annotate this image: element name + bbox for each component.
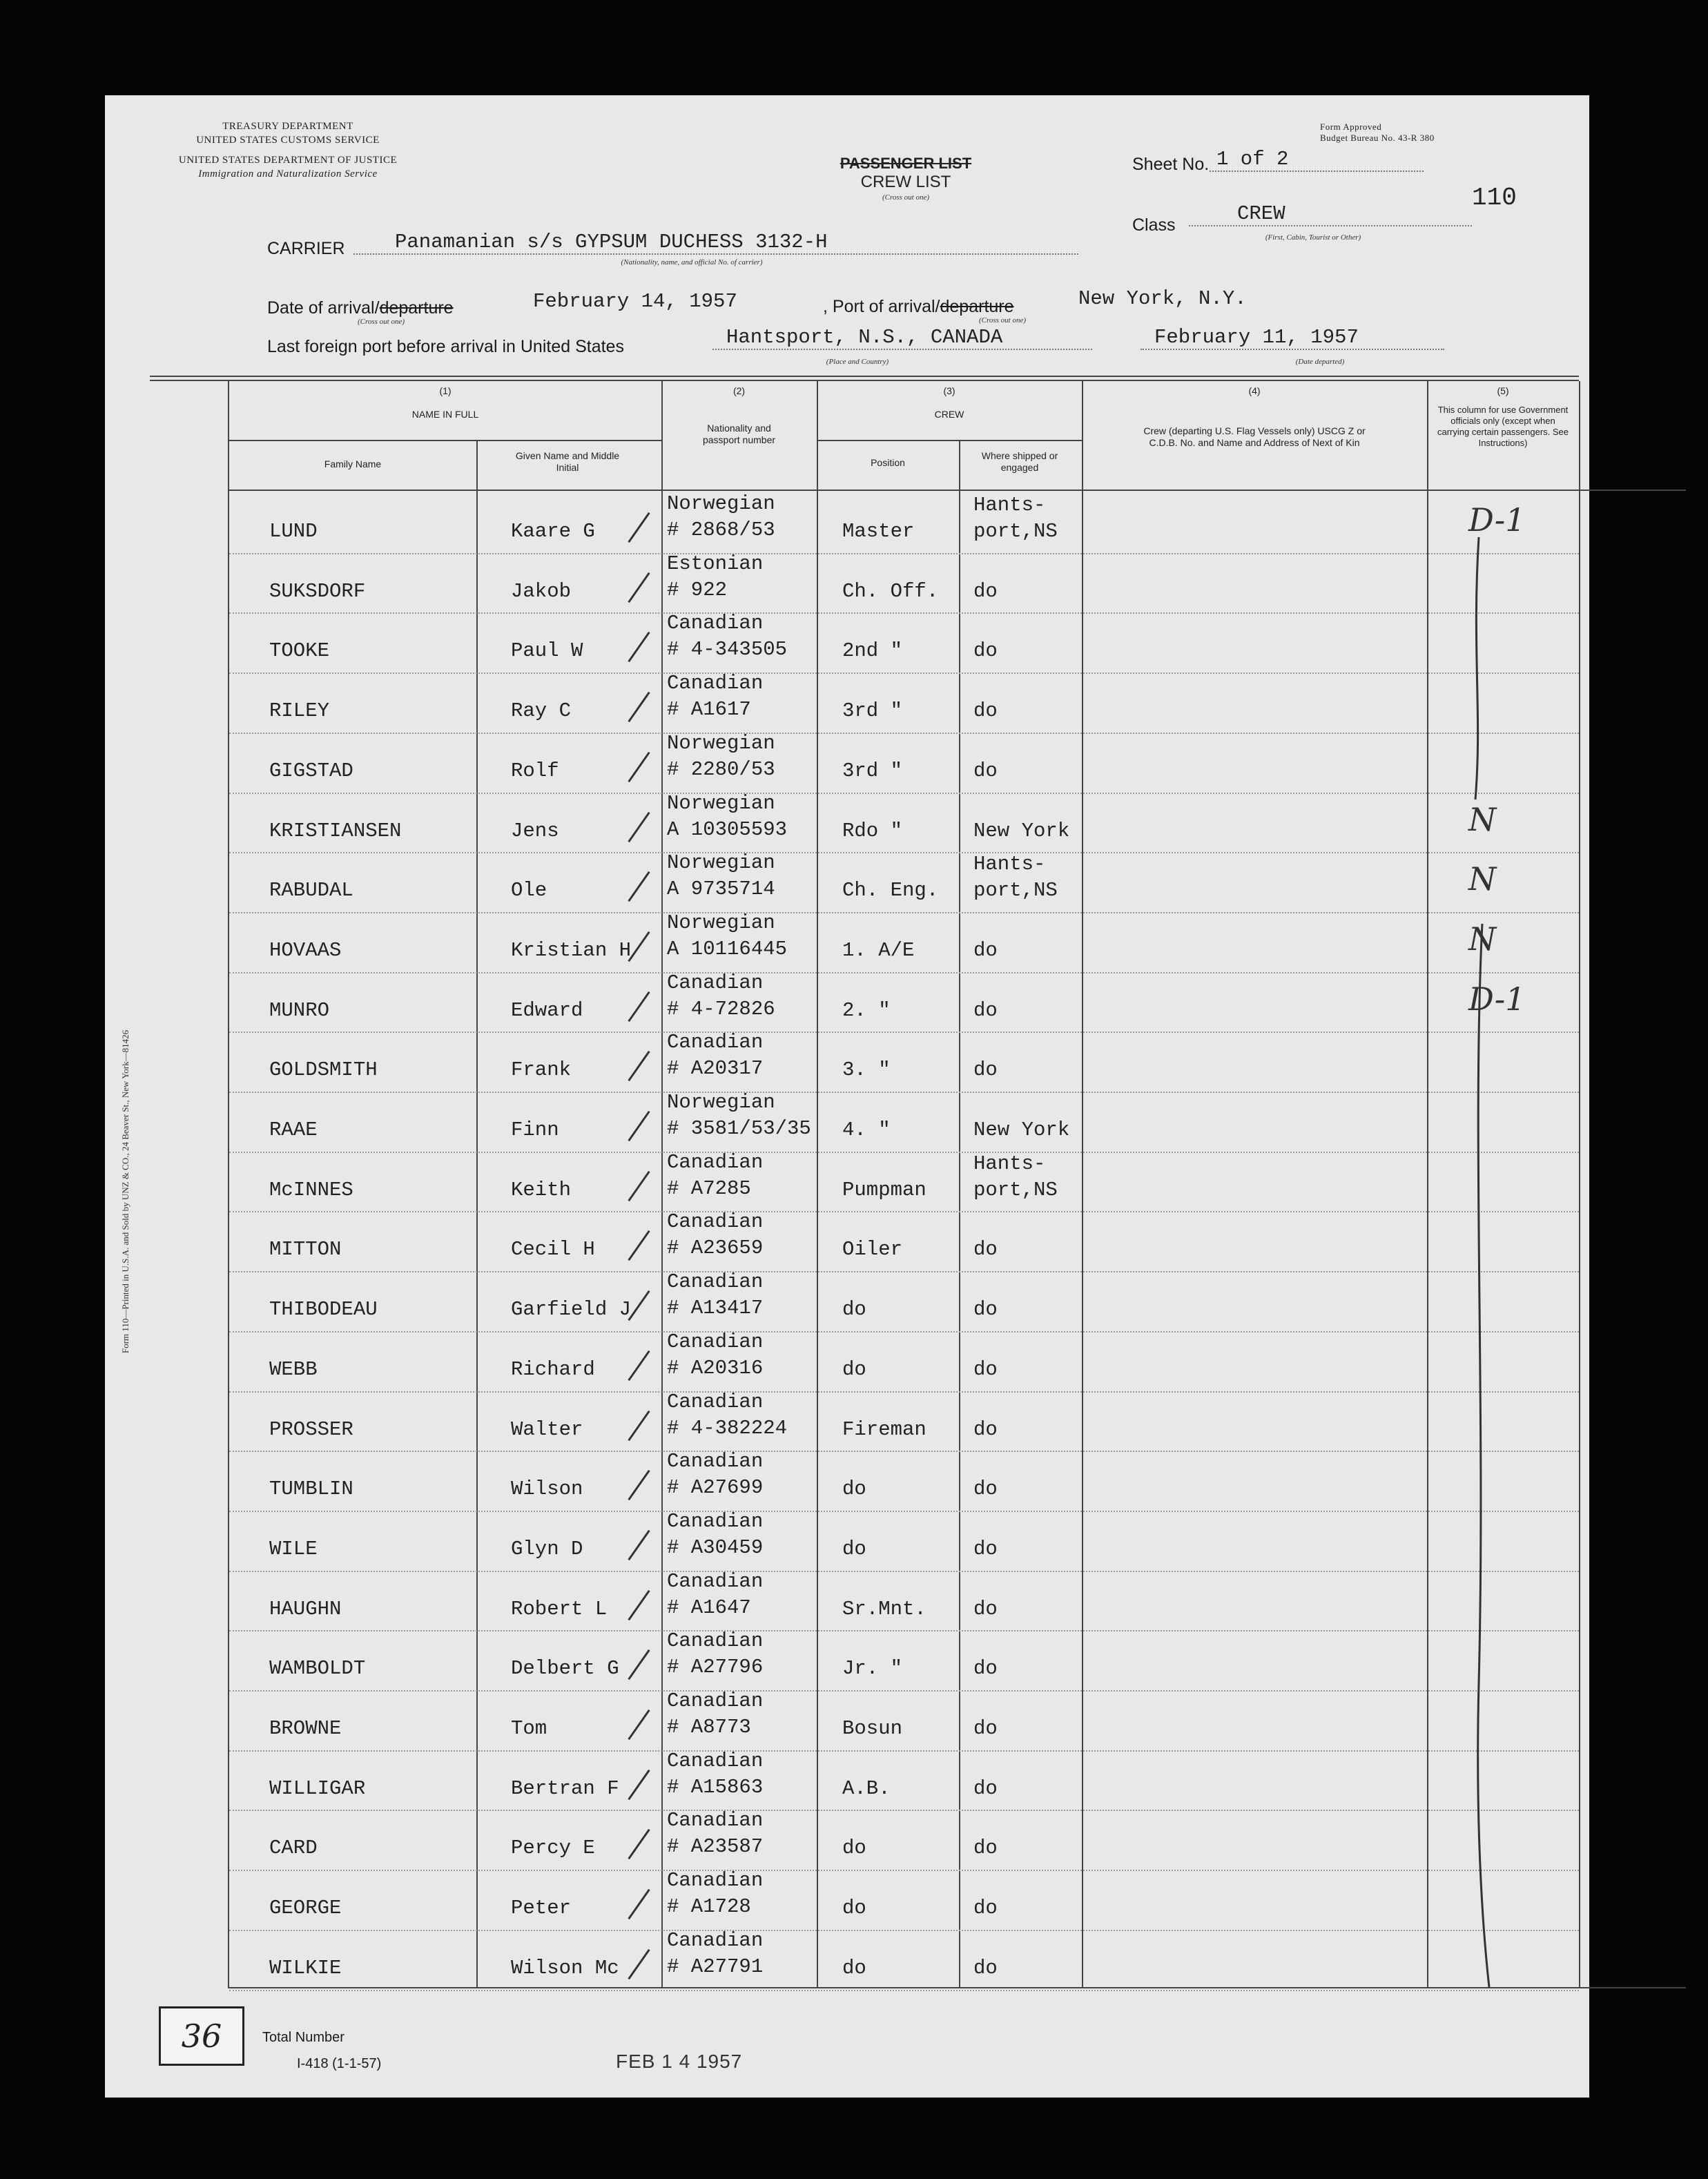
check-mark — [628, 991, 650, 1021]
printer-side-text: Form 110—Printed in U.S.A. and Sold by UNZ & CO., 24 Beaver St., New York—81426 — [120, 1029, 130, 1354]
agency-line-2: UNITED STATES CUSTOMS SERVICE — [196, 135, 380, 146]
family-name: WEBB — [269, 1357, 318, 1381]
position: do — [842, 1956, 866, 1979]
nationality: Canadian — [667, 1390, 764, 1413]
position-header: Position — [871, 457, 905, 468]
family-name: McINNES — [269, 1178, 353, 1201]
class-note: (First, Cabin, Tourist or Other) — [1265, 233, 1361, 242]
check-mark — [628, 1230, 650, 1261]
class-value: CREW — [1189, 202, 1472, 226]
row-divider — [229, 1211, 1579, 1212]
given-name: Bertran F — [511, 1776, 619, 1800]
check-mark — [628, 1949, 650, 1979]
given-name: Wilson Mc — [511, 1956, 619, 1979]
check-mark — [628, 1290, 650, 1321]
last-port-label: Last foreign port before arrival in United States — [267, 337, 624, 356]
family-name: THIBODEAU — [269, 1298, 378, 1321]
row-divider — [229, 1870, 1579, 1871]
position: do — [842, 1837, 866, 1860]
where-shipped-line1: Hants- — [973, 1152, 1046, 1175]
page-number: 110 — [1472, 184, 1517, 212]
where-shipped: do — [973, 1478, 998, 1501]
form-number: I-418 (1-1-57) — [297, 2056, 382, 2071]
passport-number: # 2868/53 — [667, 519, 775, 541]
row-divider — [229, 912, 1579, 913]
nationality: Canadian — [667, 1210, 764, 1234]
row-divider — [229, 1810, 1579, 1811]
passport-number: # 4-72826 — [667, 997, 775, 1020]
given-name: Finn — [511, 1118, 559, 1141]
budget-bureau: Budget Bureau No. 43-R 380 — [1320, 133, 1435, 143]
row-divider — [229, 1571, 1579, 1572]
check-mark — [628, 1589, 650, 1620]
check-mark — [628, 811, 650, 842]
position: do — [842, 1357, 866, 1381]
port-departure-struck: departure — [940, 297, 1014, 316]
family-name: GIGSTAD — [269, 759, 353, 782]
nationality: Canadian — [667, 1509, 764, 1533]
position: do — [842, 1897, 866, 1920]
passport-number: A 9735714 — [667, 878, 775, 901]
row-divider — [229, 1930, 1579, 1931]
port-label — [823, 297, 1014, 317]
family-name: WILLIGAR — [269, 1776, 366, 1800]
family-name: MUNRO — [269, 998, 330, 1022]
given-name: Percy E — [511, 1837, 595, 1860]
col-line-nat — [817, 381, 818, 1988]
check-mark — [628, 1111, 650, 1141]
passport-number: # A15863 — [667, 1775, 764, 1799]
nationality-header: Nationality and passport number — [702, 423, 776, 445]
official-mark: N — [1468, 920, 1497, 958]
col-line-official — [1579, 381, 1580, 1988]
where-shipped: port,NS — [973, 520, 1058, 543]
check-mark — [628, 1770, 650, 1800]
check-mark — [628, 1350, 650, 1381]
nationality: Norwegian — [667, 731, 775, 755]
check-mark — [628, 1710, 650, 1740]
family-name: HAUGHN — [269, 1597, 342, 1620]
position: Jr. " — [842, 1657, 903, 1681]
family-name: HOVAAS — [269, 938, 342, 962]
check-mark — [628, 1889, 650, 1919]
position: A.B. — [842, 1776, 891, 1800]
nationality: Canadian — [667, 1150, 764, 1174]
passport-number: # A20316 — [667, 1356, 764, 1379]
position: 4. " — [842, 1118, 891, 1141]
given-name: Keith — [511, 1178, 572, 1201]
given-name: Kaare G — [511, 520, 595, 543]
where-shipped: do — [973, 1657, 998, 1681]
where-shipped: do — [973, 1058, 998, 1082]
position: Sr.Mnt. — [842, 1597, 926, 1620]
crew-header: CREW — [934, 409, 964, 420]
given-name: Richard — [511, 1357, 595, 1381]
nationality: Norwegian — [667, 492, 775, 515]
check-mark — [628, 572, 650, 603]
given-name-header: Given Name and Middle Initial — [515, 450, 620, 473]
position: 2. " — [842, 998, 891, 1022]
carrier-note: (Nationality, name, and official No. of carrier) — [621, 258, 763, 267]
position: Ch. Eng. — [842, 879, 939, 902]
position: 3rd " — [842, 759, 903, 782]
family-name: GEORGE — [269, 1897, 342, 1920]
row-divider — [229, 1511, 1579, 1512]
col5-number: (5) — [1497, 385, 1509, 396]
where-shipped: do — [973, 1298, 998, 1321]
given-name: Edward — [511, 998, 583, 1022]
check-mark — [628, 1051, 650, 1081]
nationality: Canadian — [667, 971, 764, 994]
crew-list-title: CREW LIST — [860, 173, 951, 191]
total-number-label: Total Number — [262, 2030, 344, 2045]
passport-number: # A27699 — [667, 1476, 764, 1500]
col-line-kin — [1427, 381, 1428, 1988]
arrival-port: New York, N.Y. — [1078, 287, 1247, 310]
official-mark: D-1 — [1468, 980, 1526, 1018]
where-shipped-header: Where shipped or engaged — [981, 450, 1058, 473]
family-name: RAAE — [269, 1118, 318, 1141]
position: 1. A/E — [842, 938, 915, 962]
row-divider — [229, 553, 1579, 554]
passport-number: # A1728 — [667, 1895, 751, 1919]
row-divider — [229, 972, 1579, 974]
crew-list-form — [105, 95, 1589, 2098]
where-shipped: do — [973, 1837, 998, 1860]
given-name: Paul W — [511, 639, 583, 663]
nationality: Canadian — [667, 1809, 764, 1832]
given-name: Jens — [511, 819, 559, 842]
position: Fireman — [842, 1417, 926, 1441]
sheet-value: 1 of 2 — [1210, 148, 1424, 172]
family-name: TOOKE — [269, 639, 330, 663]
position: 3rd " — [842, 699, 903, 723]
arrival-date: February 14, 1957 — [533, 290, 737, 313]
nationality: Canadian — [667, 1450, 764, 1473]
where-shipped: do — [973, 1357, 998, 1381]
position: do — [842, 1298, 866, 1321]
passport-number: # A27791 — [667, 1955, 764, 1978]
passport-number: # A27796 — [667, 1656, 764, 1679]
given-name: Jakob — [511, 579, 572, 603]
date-cross-note: (Cross out one) — [357, 318, 405, 326]
check-mark — [628, 752, 650, 782]
position: Ch. Off. — [842, 579, 939, 603]
passenger-list-struck: PASSENGER LIST — [840, 155, 972, 172]
subheader-rule-crew — [817, 440, 1082, 441]
passport-number: # A13417 — [667, 1297, 764, 1320]
row-divider — [229, 1391, 1579, 1393]
position: Rdo " — [842, 819, 903, 842]
col-line-where — [1082, 381, 1083, 1988]
col3-number: (3) — [943, 385, 955, 396]
given-name: Ray C — [511, 699, 572, 723]
col-line-left — [228, 381, 229, 1988]
departed-note: (Date departed) — [1295, 358, 1345, 366]
header-bottom-rule — [229, 490, 1686, 491]
where-shipped: New York — [973, 1118, 1070, 1141]
col1-number: (1) — [439, 385, 452, 396]
position: do — [842, 1478, 866, 1501]
row-divider — [229, 1630, 1579, 1631]
where-shipped: do — [973, 759, 998, 782]
passport-number: A 10116445 — [667, 937, 788, 960]
check-mark — [628, 1829, 650, 1859]
family-name: TUMBLIN — [269, 1478, 353, 1501]
row-divider — [229, 793, 1579, 794]
row-divider — [229, 733, 1579, 734]
form-approved: Form Approved — [1320, 122, 1382, 132]
where-shipped-line1: Hants- — [973, 853, 1046, 876]
date-label — [267, 298, 454, 318]
check-mark — [628, 931, 650, 962]
col1-title: NAME IN FULL — [411, 409, 479, 420]
passport-number: # A1647 — [667, 1596, 751, 1619]
family-name: PROSSER — [269, 1417, 353, 1441]
nationality: Canadian — [667, 1928, 764, 1952]
nationality: Canadian — [667, 1689, 764, 1712]
given-name: Robert L — [511, 1597, 608, 1620]
position: 3. " — [842, 1058, 891, 1082]
last-port-value: Hantsport, N.S., CANADA — [712, 326, 1092, 350]
departure-struck: departure — [379, 298, 454, 318]
row-divider — [229, 852, 1579, 853]
official-mark: N — [1468, 800, 1497, 838]
official-use-header: This column for use Government officials only (except when carrying certain passengers. See Instructions) — [1437, 405, 1569, 448]
passport-number: # A20317 — [667, 1057, 764, 1081]
passport-number: # A8773 — [667, 1716, 751, 1739]
row-divider — [229, 1331, 1579, 1333]
passport-number: # A23659 — [667, 1237, 764, 1260]
nationality: Norwegian — [667, 911, 775, 934]
carrier-label: CARRIER — [267, 239, 345, 258]
total-number-box — [159, 2006, 244, 2066]
col2-number: (2) — [732, 385, 746, 396]
check-mark — [628, 1649, 650, 1680]
nationality: Norwegian — [667, 851, 775, 875]
official-mark: D-1 — [1468, 501, 1526, 539]
nationality: Canadian — [667, 1270, 764, 1294]
passport-number: # A30459 — [667, 1536, 764, 1559]
nationality: Estonian — [667, 552, 764, 575]
where-shipped: do — [973, 1717, 998, 1740]
check-mark — [628, 871, 650, 902]
table-top-rule-2 — [150, 380, 1579, 381]
family-name: RILEY — [269, 699, 330, 723]
port-label-text: , Port of arrival/ — [823, 297, 940, 316]
given-name: Frank — [511, 1058, 572, 1082]
family-name: MITTON — [269, 1238, 342, 1261]
where-shipped: do — [973, 1537, 998, 1560]
given-name: Ole — [511, 879, 547, 902]
given-name: Delbert G — [511, 1657, 619, 1681]
last-port-note: (Place and Country) — [826, 358, 889, 366]
check-mark — [628, 1530, 650, 1560]
passport-number: A 10305593 — [667, 817, 788, 841]
given-name: Garfield J — [511, 1298, 632, 1321]
family-name: CARD — [269, 1837, 318, 1860]
port-cross-note: (Cross out one) — [978, 316, 1027, 325]
row-divider — [229, 612, 1579, 614]
family-name: RABUDAL — [269, 879, 353, 902]
where-shipped: do — [973, 1417, 998, 1441]
given-name: Walter — [511, 1417, 583, 1441]
total-number-value: 36 — [181, 2017, 222, 2055]
col-line-given — [661, 381, 663, 1988]
col4-number: (4) — [1248, 385, 1261, 396]
where-shipped: do — [973, 579, 998, 603]
agency-line-3: UNITED STATES DEPARTMENT OF JUSTICE — [178, 155, 398, 166]
where-shipped: port,NS — [973, 1178, 1058, 1201]
family-name: WAMBOLDT — [269, 1657, 366, 1681]
check-mark — [628, 1171, 650, 1201]
where-shipped: do — [973, 699, 998, 723]
where-shipped: do — [973, 1776, 998, 1800]
passport-number: # 4-343505 — [667, 638, 788, 661]
row-divider — [229, 1092, 1579, 1093]
check-mark — [628, 632, 650, 662]
row-divider — [229, 1152, 1579, 1153]
given-name: Kristian H — [511, 938, 632, 962]
official-column-bracket — [1451, 510, 1506, 1994]
given-name: Tom — [511, 1717, 547, 1740]
row-divider — [229, 1451, 1579, 1452]
nationality: Canadian — [667, 612, 764, 635]
where-shipped: do — [973, 1238, 998, 1261]
check-mark — [628, 692, 650, 722]
row-divider — [229, 1032, 1579, 1033]
nationality: Canadian — [667, 1869, 764, 1892]
family-name: WILE — [269, 1537, 318, 1560]
family-name: BROWNE — [269, 1717, 342, 1740]
passport-number: # 3581/53/35 — [667, 1117, 811, 1140]
carrier-value: Panamanian s/s GYPSUM DUCHESS 3132-H — [353, 231, 1078, 255]
row-divider — [229, 1690, 1579, 1692]
position: Pumpman — [842, 1178, 926, 1201]
where-shipped: do — [973, 1956, 998, 1979]
nationality: Canadian — [667, 1031, 764, 1054]
passport-number: # A7285 — [667, 1176, 751, 1200]
where-shipped: port,NS — [973, 879, 1058, 902]
table-top-rule — [150, 376, 1579, 377]
family-name: SUKSDORF — [269, 579, 366, 603]
where-shipped: New York — [973, 819, 1070, 842]
given-name: Wilson — [511, 1478, 583, 1501]
where-shipped-line1: Hants- — [973, 494, 1046, 516]
row-divider — [229, 672, 1579, 674]
nationality: Canadian — [667, 1749, 764, 1772]
row-divider — [229, 1750, 1579, 1752]
where-shipped: do — [973, 1597, 998, 1620]
check-mark — [628, 1410, 650, 1440]
next-of-kin-header: Crew (departing U.S. Flag Vessels only) USCG Z or C.D.B. No. and Name and Address of Next of Kin — [1143, 425, 1366, 448]
nationality: Canadian — [667, 1569, 764, 1593]
nationality: Norwegian — [667, 791, 775, 815]
subheader-rule-name — [229, 440, 661, 441]
position: do — [842, 1537, 866, 1560]
family-name: KRISTIANSEN — [269, 819, 402, 842]
position: Bosun — [842, 1717, 903, 1740]
where-shipped: do — [973, 639, 998, 663]
agency-line-1: TREASURY DEPARTMENT — [222, 121, 353, 132]
passport-number: # 4-382224 — [667, 1416, 788, 1440]
given-name: Glyn D — [511, 1537, 583, 1560]
position: 2nd " — [842, 639, 903, 663]
passport-number: # 2280/53 — [667, 757, 775, 781]
where-shipped: do — [973, 938, 998, 962]
given-name: Rolf — [511, 759, 559, 782]
where-shipped: do — [973, 1897, 998, 1920]
check-mark — [628, 1470, 650, 1500]
family-name-header: Family Name — [324, 458, 382, 469]
given-name: Cecil H — [511, 1238, 595, 1261]
passport-number: # 922 — [667, 578, 728, 601]
official-mark: N — [1468, 860, 1497, 898]
class-label: Class — [1132, 215, 1176, 235]
family-name: WILKIE — [269, 1956, 342, 1979]
check-mark — [628, 512, 650, 543]
nationality: Canadian — [667, 1629, 764, 1653]
row-divider — [229, 1271, 1579, 1272]
family-name: GOLDSMITH — [269, 1058, 378, 1082]
agency-line-4: Immigration and Naturalization Service — [198, 168, 378, 180]
given-name: Peter — [511, 1897, 572, 1920]
nationality: Canadian — [667, 1330, 764, 1353]
passport-number: # A1617 — [667, 698, 751, 722]
row-divider — [229, 1990, 1579, 1991]
date-label-text: Date of arrival/ — [267, 298, 380, 318]
nationality: Norwegian — [667, 1091, 775, 1114]
date-stamp: FEB 1 4 1957 — [616, 2051, 743, 2072]
family-name: LUND — [269, 520, 318, 543]
departed-value: February 11, 1957 — [1141, 326, 1444, 350]
sheet-label: Sheet No. — [1132, 155, 1210, 174]
cross-out-note: (Cross out one) — [882, 193, 930, 202]
position: Master — [842, 520, 915, 543]
where-shipped: do — [973, 998, 998, 1022]
position: Oiler — [842, 1238, 903, 1261]
nationality: Canadian — [667, 672, 764, 695]
passport-number: # A23587 — [667, 1835, 764, 1859]
